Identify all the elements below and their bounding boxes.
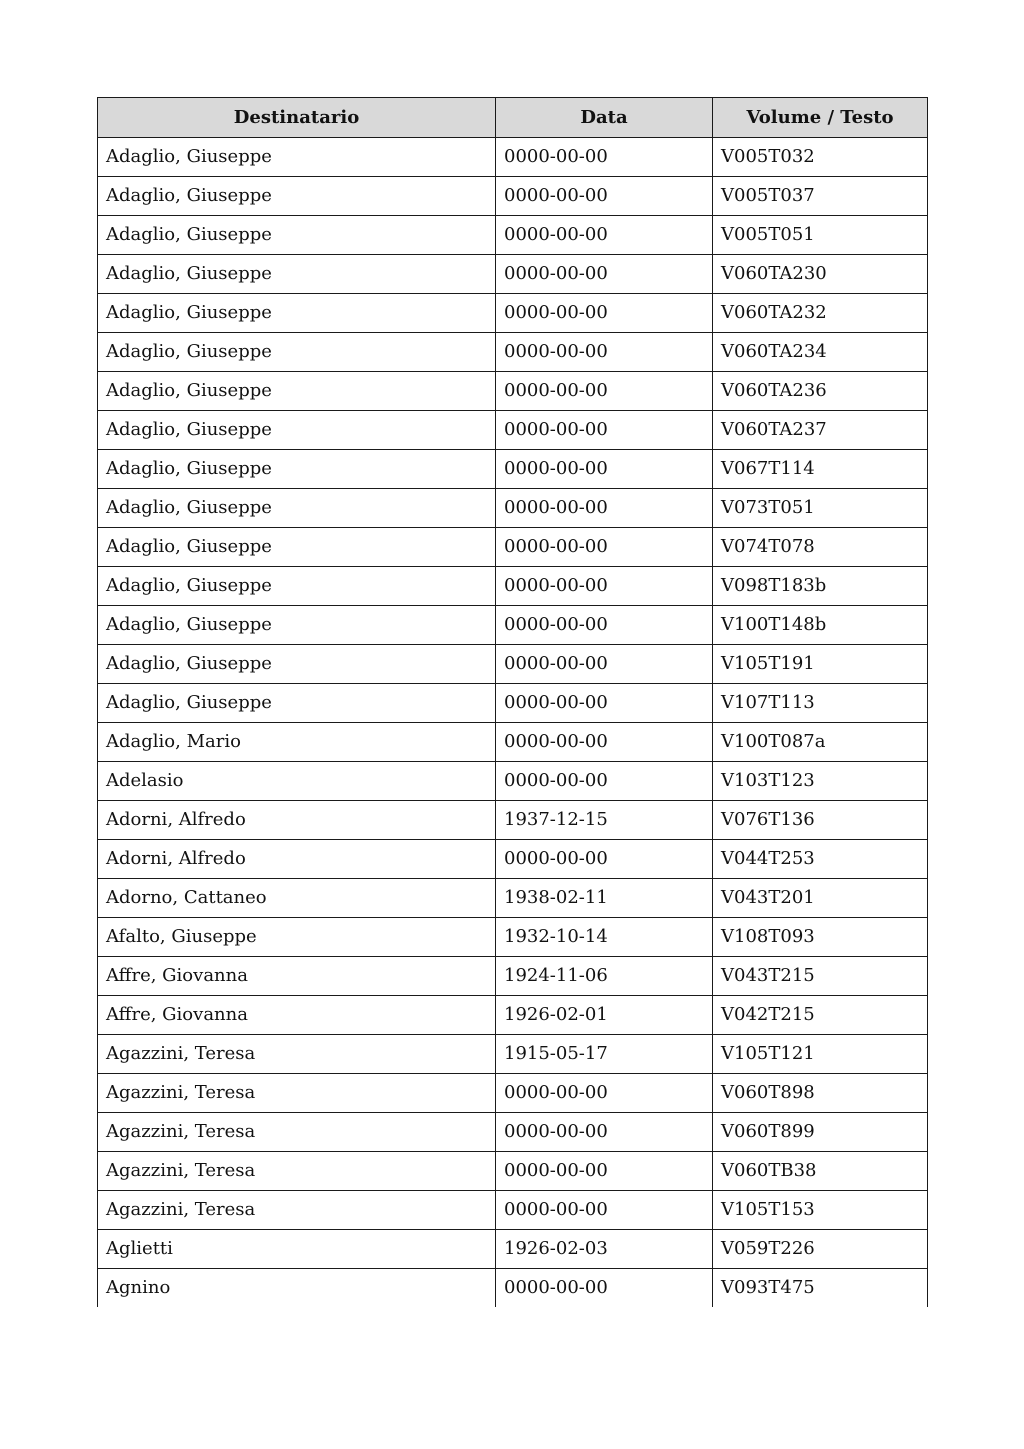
cell-destinatario: Adaglio, Giuseppe bbox=[98, 645, 496, 684]
cell-destinatario: Adaglio, Giuseppe bbox=[98, 294, 496, 333]
table-row bbox=[98, 801, 928, 840]
cell-volume-testo: V105T121 bbox=[713, 1035, 928, 1074]
cell-destinatario: Adorni, Alfredo bbox=[98, 801, 496, 840]
cell-destinatario: Afalto, Giuseppe bbox=[98, 918, 496, 957]
letters-table bbox=[97, 97, 928, 1307]
header-volume-testo: Volume / Testo bbox=[713, 98, 928, 138]
cell-volume-testo: V043T201 bbox=[713, 879, 928, 918]
cell-volume-testo: V073T051 bbox=[713, 489, 928, 528]
table-row bbox=[98, 294, 928, 333]
cell-volume-testo: V005T032 bbox=[713, 138, 928, 177]
cell-volume-testo: V076T136 bbox=[713, 801, 928, 840]
table-row bbox=[98, 879, 928, 918]
cell-data: 1932-10-14 bbox=[496, 918, 713, 957]
cell-data: 1924-11-06 bbox=[496, 957, 713, 996]
cell-volume-testo: V100T087a bbox=[713, 723, 928, 762]
table-row bbox=[98, 255, 928, 294]
cell-data: 0000-00-00 bbox=[496, 1074, 713, 1113]
table-row bbox=[98, 723, 928, 762]
cell-destinatario: Adaglio, Giuseppe bbox=[98, 489, 496, 528]
cell-destinatario: Adaglio, Giuseppe bbox=[98, 684, 496, 723]
cell-data: 0000-00-00 bbox=[496, 1152, 713, 1191]
cell-data: 0000-00-00 bbox=[496, 762, 713, 801]
cell-data: 0000-00-00 bbox=[496, 372, 713, 411]
cell-destinatario: Agazzini, Teresa bbox=[98, 1152, 496, 1191]
header-destinatario: Destinatario bbox=[98, 98, 496, 138]
cell-destinatario: Agazzini, Teresa bbox=[98, 1074, 496, 1113]
table-row bbox=[98, 567, 928, 606]
table-row bbox=[98, 1074, 928, 1113]
cell-destinatario: Agnino bbox=[98, 1269, 496, 1308]
table-row bbox=[98, 1113, 928, 1152]
cell-data: 0000-00-00 bbox=[496, 840, 713, 879]
table-row bbox=[98, 333, 928, 372]
cell-data: 1938-02-11 bbox=[496, 879, 713, 918]
cell-volume-testo: V107T113 bbox=[713, 684, 928, 723]
table-body bbox=[98, 138, 928, 1308]
table-row bbox=[98, 528, 928, 567]
cell-destinatario: Adaglio, Giuseppe bbox=[98, 411, 496, 450]
cell-data: 1926-02-01 bbox=[496, 996, 713, 1035]
cell-destinatario: Adaglio, Giuseppe bbox=[98, 450, 496, 489]
cell-volume-testo: V042T215 bbox=[713, 996, 928, 1035]
cell-data: 0000-00-00 bbox=[496, 138, 713, 177]
cell-volume-testo: V074T078 bbox=[713, 528, 928, 567]
cell-data: 0000-00-00 bbox=[496, 255, 713, 294]
cell-volume-testo: V043T215 bbox=[713, 957, 928, 996]
cell-volume-testo: V060TA234 bbox=[713, 333, 928, 372]
table-row bbox=[98, 957, 928, 996]
table-row bbox=[98, 918, 928, 957]
table-row bbox=[98, 645, 928, 684]
cell-volume-testo: V060TA232 bbox=[713, 294, 928, 333]
cell-destinatario: Adaglio, Giuseppe bbox=[98, 567, 496, 606]
cell-volume-testo: V059T226 bbox=[713, 1230, 928, 1269]
cell-volume-testo: V060T898 bbox=[713, 1074, 928, 1113]
cell-destinatario: Agazzini, Teresa bbox=[98, 1191, 496, 1230]
cell-volume-testo: V060TA237 bbox=[713, 411, 928, 450]
cell-data: 0000-00-00 bbox=[496, 606, 713, 645]
cell-volume-testo: V108T093 bbox=[713, 918, 928, 957]
table-row bbox=[98, 1191, 928, 1230]
table-row bbox=[98, 450, 928, 489]
cell-destinatario: Adaglio, Giuseppe bbox=[98, 606, 496, 645]
cell-data: 1915-05-17 bbox=[496, 1035, 713, 1074]
cell-destinatario: Aglietti bbox=[98, 1230, 496, 1269]
header-data: Data bbox=[496, 98, 713, 138]
table-row bbox=[98, 996, 928, 1035]
cell-data: 0000-00-00 bbox=[496, 528, 713, 567]
table-row bbox=[98, 372, 928, 411]
table-row bbox=[98, 489, 928, 528]
cell-volume-testo: V005T051 bbox=[713, 216, 928, 255]
cell-destinatario: Adelasio bbox=[98, 762, 496, 801]
cell-data: 0000-00-00 bbox=[496, 1113, 713, 1152]
cell-destinatario: Adaglio, Giuseppe bbox=[98, 216, 496, 255]
cell-data: 1937-12-15 bbox=[496, 801, 713, 840]
table-row bbox=[98, 762, 928, 801]
cell-destinatario: Adorno, Cattaneo bbox=[98, 879, 496, 918]
cell-data: 0000-00-00 bbox=[496, 1269, 713, 1308]
cell-volume-testo: V060TA236 bbox=[713, 372, 928, 411]
cell-destinatario: Adaglio, Giuseppe bbox=[98, 255, 496, 294]
cell-destinatario: Adaglio, Giuseppe bbox=[98, 177, 496, 216]
cell-data: 0000-00-00 bbox=[496, 1191, 713, 1230]
cell-destinatario: Agazzini, Teresa bbox=[98, 1035, 496, 1074]
cell-data: 0000-00-00 bbox=[496, 684, 713, 723]
cell-data: 0000-00-00 bbox=[496, 645, 713, 684]
cell-destinatario: Adaglio, Giuseppe bbox=[98, 372, 496, 411]
table-row bbox=[98, 138, 928, 177]
cell-data: 0000-00-00 bbox=[496, 216, 713, 255]
table-header bbox=[98, 98, 928, 138]
cell-data: 0000-00-00 bbox=[496, 489, 713, 528]
cell-data: 0000-00-00 bbox=[496, 723, 713, 762]
table-row bbox=[98, 1035, 928, 1074]
cell-destinatario: Adaglio, Giuseppe bbox=[98, 333, 496, 372]
table-row bbox=[98, 216, 928, 255]
cell-volume-testo: V098T183b bbox=[713, 567, 928, 606]
cell-data: 0000-00-00 bbox=[496, 294, 713, 333]
cell-destinatario: Affre, Giovanna bbox=[98, 996, 496, 1035]
cell-volume-testo: V105T153 bbox=[713, 1191, 928, 1230]
table-row bbox=[98, 1152, 928, 1191]
cell-data: 0000-00-00 bbox=[496, 333, 713, 372]
cell-volume-testo: V100T148b bbox=[713, 606, 928, 645]
cell-volume-testo: V060TA230 bbox=[713, 255, 928, 294]
cell-volume-testo: V067T114 bbox=[713, 450, 928, 489]
cell-destinatario: Adaglio, Mario bbox=[98, 723, 496, 762]
cell-data: 0000-00-00 bbox=[496, 450, 713, 489]
cell-destinatario: Adaglio, Giuseppe bbox=[98, 528, 496, 567]
table-row bbox=[98, 1269, 928, 1308]
cell-volume-testo: V060TB38 bbox=[713, 1152, 928, 1191]
cell-volume-testo: V060T899 bbox=[713, 1113, 928, 1152]
cell-data: 0000-00-00 bbox=[496, 411, 713, 450]
cell-destinatario: Adorni, Alfredo bbox=[98, 840, 496, 879]
table-row bbox=[98, 606, 928, 645]
cell-volume-testo: V044T253 bbox=[713, 840, 928, 879]
cell-destinatario: Agazzini, Teresa bbox=[98, 1113, 496, 1152]
cell-volume-testo: V105T191 bbox=[713, 645, 928, 684]
table-row bbox=[98, 177, 928, 216]
cell-data: 0000-00-00 bbox=[496, 177, 713, 216]
cell-volume-testo: V093T475 bbox=[713, 1269, 928, 1308]
cell-volume-testo: V005T037 bbox=[713, 177, 928, 216]
header-row bbox=[98, 98, 928, 138]
table-row bbox=[98, 840, 928, 879]
cell-data: 1926-02-03 bbox=[496, 1230, 713, 1269]
cell-destinatario: Affre, Giovanna bbox=[98, 957, 496, 996]
cell-data: 0000-00-00 bbox=[496, 567, 713, 606]
table-row bbox=[98, 1230, 928, 1269]
cell-destinatario: Adaglio, Giuseppe bbox=[98, 138, 496, 177]
cell-volume-testo: V103T123 bbox=[713, 762, 928, 801]
table-row bbox=[98, 684, 928, 723]
table-row bbox=[98, 411, 928, 450]
